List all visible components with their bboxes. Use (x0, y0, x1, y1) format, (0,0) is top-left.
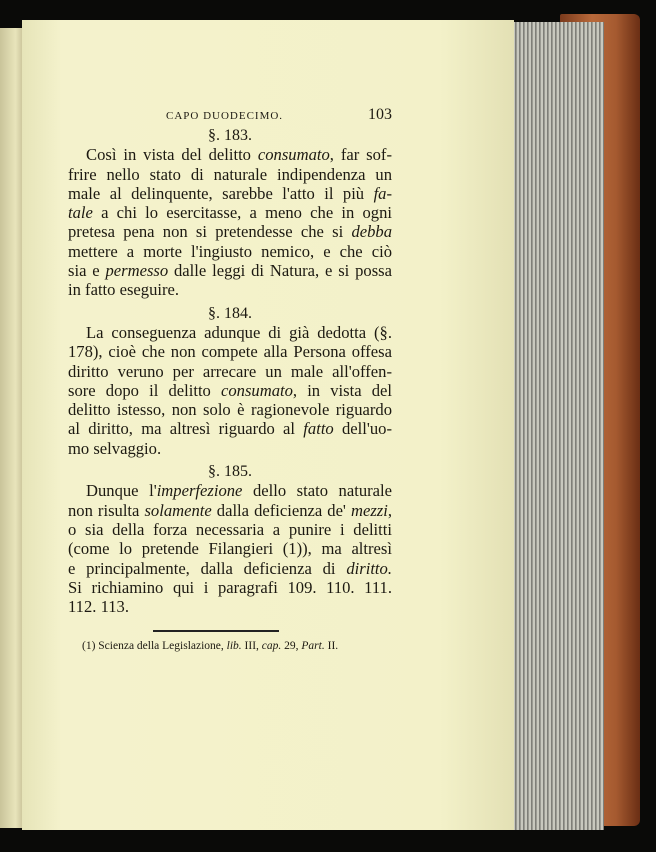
italic-text: cap. (261, 639, 282, 652)
text-line (68, 222, 392, 241)
text-line (68, 242, 392, 261)
text-run: 29, (281, 639, 302, 652)
text-run: Dunque l' (86, 481, 157, 501)
italic-text: tale (68, 203, 93, 223)
italic-text: debba (351, 222, 392, 242)
text-run: , in vista del (292, 380, 392, 400)
text-run: mo selvaggio. (68, 438, 162, 458)
footnote (68, 640, 392, 652)
text-run: II. (324, 639, 339, 652)
text-line (68, 184, 392, 203)
text-run: (come lo pretende Filangieri (1)), ma altresì (68, 539, 392, 559)
text-run: , far sof- (329, 145, 392, 165)
text-run: sore dopo il delitto (68, 380, 221, 400)
text-run: in fatto eseguire. (68, 280, 180, 300)
text-run: sia e (68, 261, 106, 281)
text-line (68, 597, 392, 616)
text-run: al diritto, ma altresì riguardo al (68, 419, 304, 439)
text-line (68, 145, 392, 164)
section-heading: §. 183. (208, 127, 252, 144)
text-line (68, 165, 392, 184)
text-line (68, 280, 392, 299)
text-line (68, 400, 392, 419)
italic-text: permesso (105, 261, 169, 281)
text-run: dalle leggi di Natura, e si possa (168, 261, 392, 281)
page-text (68, 106, 392, 652)
text-run: Si richiamino qui i paragrafi 109. 110. 111. (68, 577, 392, 597)
italic-text: imperfezione (156, 481, 243, 501)
text-run: e principalmente, dalla deficienza di (68, 558, 347, 578)
text-line (68, 342, 392, 361)
text-line (68, 481, 392, 500)
italic-text: consumato (221, 380, 293, 400)
text-run: o sia della forza necessaria a punire i delitti (68, 519, 392, 539)
italic-text: fa- (373, 183, 392, 203)
text-line (68, 362, 392, 381)
footnote-rule (153, 630, 279, 632)
text-line (68, 501, 392, 520)
text-run: a chi lo esercitasse, a meno che in ogni (92, 203, 392, 223)
italic-text: Part. (301, 639, 325, 652)
text-run: dell'uo- (333, 419, 392, 439)
text-run: , (387, 500, 392, 520)
text-line (68, 261, 392, 280)
italic-text: diritto. (346, 558, 392, 578)
italic-text: consumato (257, 145, 330, 165)
text-line (68, 439, 392, 458)
text-line (68, 539, 392, 558)
text-run: dalla deficienza de' (211, 500, 351, 520)
text-run: frire nello stato di naturale indipendenza un (68, 164, 392, 184)
italic-text: lib. (226, 639, 242, 652)
running-title: CAPO DUODECIMO. (166, 110, 284, 122)
text-run: La conseguenza adunque di già dedotta (§. (86, 322, 392, 342)
text-line (68, 323, 392, 342)
running-header (68, 106, 392, 126)
page-edges (512, 22, 604, 830)
text-run: dello stato naturale (242, 481, 392, 501)
text-line (68, 559, 392, 578)
text-run: 112. 113. (68, 597, 129, 617)
text-run: Così in vista del delitto (86, 145, 258, 165)
italic-text: fatto (303, 419, 334, 439)
text-line (68, 381, 392, 400)
text-run: diritto veruno per arrecare un male all'offen- (68, 361, 392, 381)
text-line (68, 520, 392, 539)
section-heading: §. 185. (208, 463, 252, 481)
text-run: pretesa pena non si pretendesse che si (68, 222, 352, 242)
text-run: non risulta (68, 500, 145, 520)
body-text (68, 126, 392, 616)
text-run: (1) Scienza della Legislazione, (82, 639, 227, 652)
italic-text: mezzi (350, 500, 388, 520)
italic-text: solamente (144, 500, 212, 520)
text-line (68, 419, 392, 438)
page-number: 103 (368, 106, 392, 123)
section-heading: §. 184. (208, 304, 252, 322)
text-run: mettere a morte l'ingiusto nemico, e che ciò (68, 241, 392, 261)
text-run: male al delinquente, sarebbe l'atto il più (68, 183, 374, 203)
text-run: 178), cioè che non compete alla Persona offesa (68, 342, 392, 362)
text-line (68, 203, 392, 222)
text-line (68, 578, 392, 597)
text-run: III, (241, 639, 262, 652)
text-run: delitto istesso, non solo è ragionevole riguardo (68, 400, 392, 420)
